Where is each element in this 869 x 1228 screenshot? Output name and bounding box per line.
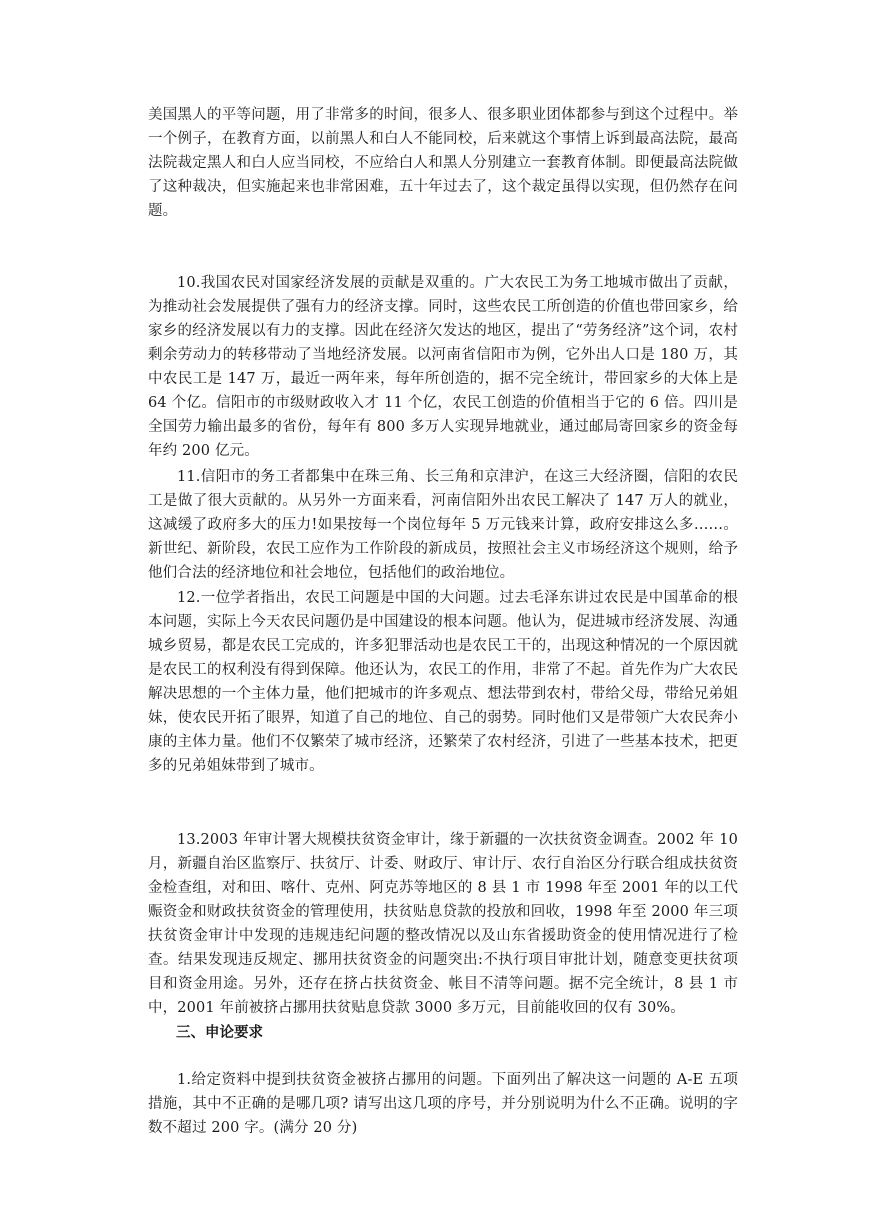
paragraph-11: 11.信阳市的务工者都集中在珠三角、长三角和京津沪，在这三大经济圈，信阳的农民工是做了很大贡献的。从另外一方面来看，河南信阳外出农民工解决了 147 万人的就业，这减缓了政府多大的压力!如果按每一个岗位每年 5 万元钱来计算，政府安排这么多……。新世纪、新阶段，农民工应作为工作阶段的新成员，按照社会主义市场经济这个规则，给予他们合法的经济地位和社会地位，包括他们的政治地位。	[148, 469, 738, 581]
section-heading: 三、申论要求	[176, 1025, 263, 1041]
paragraph-continued: 美国黑人的平等问题，用了非常多的时间，很多人、很多职业团体都参与到这个过程中。举一个例子，在教育方面，以前黑人和白人不能同校，后来就这个事情上诉到最高法院，最高法院裁定黑人和白人应当同校，不应给白人和黑人分别建立一套教育体制。即便最高法院做了这种裁决，但实施起来也非常困难，五十年过去了，这个裁定虽得以实现，但仍然存在问题。	[148, 107, 738, 219]
question-1: 1.给定资料中提到扶贫资金被挤占挪用的问题。下面列出了解决这一问题的 A-E 五项措施，其中不正确的是哪几项? 请写出这几项的序号，并分别说明为什么不正确。说明的字数不超过 200 字。(满分 20 分)	[148, 1072, 738, 1136]
paragraph-13: 13.2003 年审计署大规模扶贫资金审计，缘于新疆的一次扶贫资金调查。2002 年 10 月，新疆自治区监察厅、扶贫厅、计委、财政厅、审计厅、农行自治区分行联合组成扶贫资金检查组，对和田、喀什、克州、阿克苏等地区的 8 县 1 市 1998 年至 2001 年的以工代赈资金和财政扶贫资金的管理使用，扶贫贴息贷款的投放和回收，1998 年至 2000 年三项扶贫资金审计中发现的违规违纪问题的整改情况以及山东省援助资金的使用情况进行了检查。结果发现违反规定、挪用扶贫资金的问题突出:不执行项目审批计划，随意变更扶贫项目和资金用途。另外，还存在挤占扶贫资金、帐目不清等问题。据不完全统计，8 县 1 市中，2001 年前被挤占挪用扶贫贴息贷款 3000 多万元，目前能收回的仅有 30%。	[148, 832, 738, 1016]
paragraph-10: 10.我国农民对国家经济发展的贡献是双重的。广大农民工为务工地城市做出了贡献，为推动社会发展提供了强有力的经济支撑。同时，这些农民工所创造的价值也带回家乡，给家乡的经济发展以有力的支撑。因此在经济欠发达的地区，提出了“劳务经济”这个词，农村剩余劳动力的转移带动了当地经济发展。以河南省信阳市为例，它外出人口是 180 万，其中农民工是 147 万，最近一两年来，每年所创造的，据不完全统计，带回家乡的大体上是 64 个亿。信阳市的市级财政收入才 11 个亿，农民工创造的价值相当于它的 6 倍。四川是全国劳力输出最多的省份，每年有 800 多万人实现异地就业，通过邮局寄回家乡的资金每年约 200 亿元。	[148, 275, 738, 459]
paragraph-12: 12.一位学者指出，农民工问题是中国的大问题。过去毛泽东讲过农民是中国革命的根本问题，实际上今天农民问题仍是中国建设的根本问题。他认为，促进城市经济发展、沟通城乡贸易，都是农民工完成的，许多犯罪活动也是农民工干的，出现这种情况的一个原因就是农民工的权利没有得到保障。他还认为，农民工的作用，非常了不起。首先作为广大农民解决思想的一个主体力量，他们把城市的许多观点、想法带到农村，带给父母，带给兄弟姐妹，使农民开拓了眼界，知道了自己的地位、自己的弱势。同时他们又是带领广大农民奔小康的主体力量。他们不仅繁荣了城市经济，还繁荣了农村经济，引进了一些基本技术，把更多的兄弟姐妹带到了城市。	[148, 590, 738, 774]
